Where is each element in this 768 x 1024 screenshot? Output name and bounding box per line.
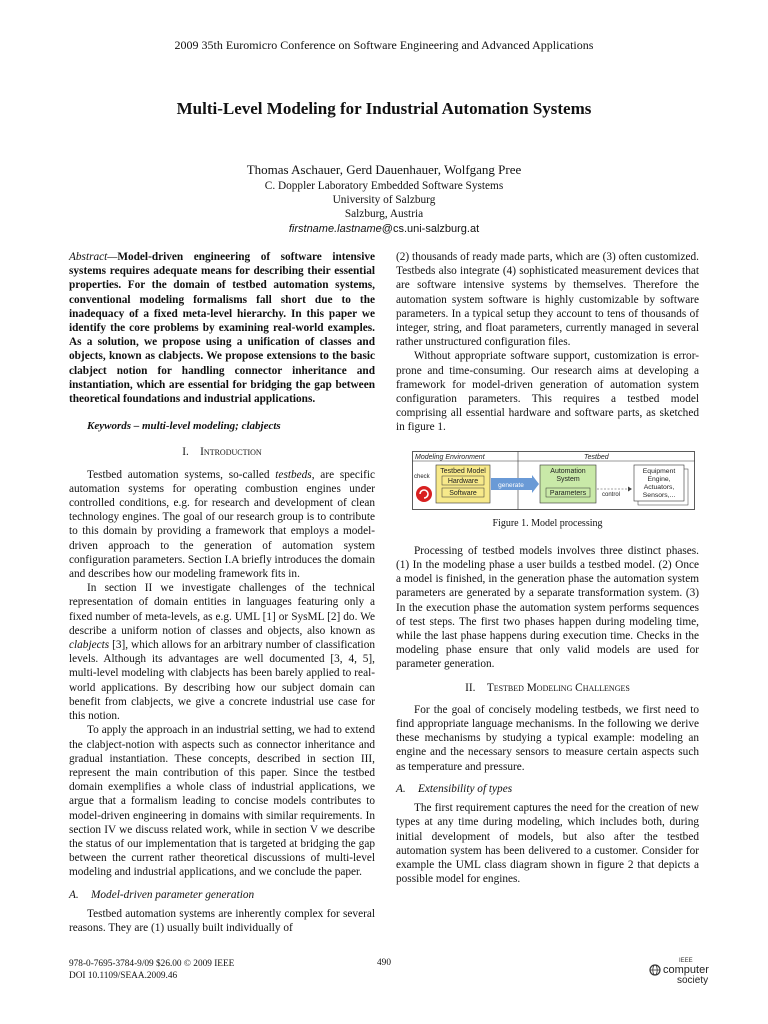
text-run: , are specific automation systems for operating combustion engines under controlled conditions, e.g. for research and development of clean technology engines. The goal of our research group is to contribute to this domain by providing a framework that employs a model-driven approach to the generation of automation system configuration parameters. Section I.A briefly introduces the domain and describes how our modeling framework fits in. — [69, 468, 375, 581]
actuators-label: Actuators, — [643, 483, 675, 491]
footer-isbn: 978-0-7695-3784-9/09 $26.00 © 2009 IEEE — [69, 959, 235, 969]
ieee-computer-society-logo — [647, 953, 717, 989]
paragraph: To apply the approach in an industrial setting, we had to extend the clabject-notion with aspects such as connector inheritance and gradual instantiation. These concepts, described in section III, represent the main contribution of this paper. Since the testbed domain exemplifies a whole class of industrial applications, we argue that a formalism leading to concise models contributes to model-driven engineering in domains with similar requirements. In section IV we discuss related work, while in section V we describe the status of our implementation that is targeted at bridging the gap between the current rather theoretical discussions of multi-level modeling and industrial applications, and we conclude the paper. — [69, 724, 375, 879]
engine-label: Engine, — [647, 475, 671, 483]
check-icon — [416, 486, 432, 502]
figure-model-processing — [412, 451, 695, 511]
subsection-title: Model-driven parameter generation — [91, 888, 255, 901]
ieee-logo-graphic — [647, 953, 717, 989]
author-email — [0, 223, 768, 235]
affiliation-city: Salzburg, Austria — [344, 208, 424, 220]
page-number: 490 — [377, 958, 391, 968]
modeling-environment-label: Modeling Environment — [415, 453, 485, 461]
emphasis: testbeds — [275, 468, 312, 481]
text-run: [3], which allows for an arbitrary number of classification levels. Although its advantages are well documented [3, 4, 5], multi-level modeling with clabjects has been barely applied to real-world applications. By describing how our subject domain can benefit from clabjects, we give a concrete industrial use case for this notion. — [69, 639, 375, 723]
email-domain: @cs.uni-salzburg.at — [381, 223, 480, 235]
subsection-heading-model-driven — [69, 888, 375, 902]
section-heading-challenges — [396, 681, 699, 695]
section-title: Testbed Modeling Challenges — [486, 681, 630, 694]
paragraph: The first requirement captures the need for the creation of new types at any time during modeling, which includes both, during initial development of models, but also after the testbed automation system has been delivered to a customer. Consider for example the UML class diagram shown in figure 2 that depicts a possible model for engines. — [396, 802, 699, 886]
paragraph — [69, 468, 375, 582]
check-label: check — [414, 473, 430, 480]
subsection-heading-extensibility — [396, 782, 699, 796]
paragraph — [69, 581, 375, 723]
email-name: firstname.lastname — [288, 223, 382, 235]
left-column — [69, 250, 375, 935]
authors: Thomas Aschauer, Gerd Dauenhauer, Wolfgang Pree — [246, 162, 522, 177]
equipment-label: Equipment — [642, 467, 676, 475]
paragraph: Without appropriate software support, customization is error-prone and time-consuming. Our research aims at developing a framework for model-driven generation of automation system configuration parameters. This requires a testbed model comprising all essential hardware and software parts, as sketched in figure 1. — [396, 350, 699, 434]
footer-doi: DOI 10.1109/SEAA.2009.46 — [69, 971, 178, 981]
abstract — [69, 250, 375, 406]
affiliation-university: University of Salzburg — [332, 194, 436, 206]
abstract-lead: Abstract— — [69, 251, 118, 263]
subsection-letter: A. — [396, 782, 406, 795]
figure-caption: Figure 1. Model processing — [492, 517, 603, 529]
section-heading-introduction — [69, 445, 375, 459]
logo-computer-text: computer — [663, 964, 709, 976]
figure-diagram — [412, 451, 695, 511]
section-number: II. — [465, 681, 476, 694]
paragraph: Testbed automation systems are inherently complex for several reasons. They are (1) usually built individually of — [69, 907, 375, 934]
right-column — [396, 250, 699, 886]
system-label: System — [556, 475, 580, 483]
affiliation-lab: C. Doppler Laboratory Embedded Software Systems — [264, 180, 504, 192]
logo-society-text: society — [677, 975, 709, 986]
subsection-letter: A. — [69, 888, 79, 901]
paragraph: Processing of testbed models involves three distinct phases. (1) In the modeling phase a user builds a testbed model. (2) Once a model is finished, in the generation phase the automation system parameters are generated by a separate transformation system. (3) In the execution phase the automation system performs sequences of test steps. The first two phases happen during modeling time, while the last phase happens during execution time. Checks in the modeling phase ensure that only valid models are used for parameter generation. — [396, 544, 699, 671]
emphasis: clabjects — [69, 639, 110, 652]
text-run: In section II we investigate challenges of the technical representation of domain entities in languages featuring only a fixed number of meta-levels, as e.g. UML [1] or SysML [2] do. We describe a uniform notion of classes and objects, also known as — [69, 582, 375, 637]
abstract-text: Model-driven engineering of software intensive systems requires adequate means for describing their essential properties. For the domain of testbed automation systems, conventional modeling formalisms fall short due to the inadequacy of a fixed meta-level hierarchy. In this paper we identify the core problems by examining real-world examples. As a solution, we propose using a unification of classes and objects, known as clabjects. We propose extensions to the basic clabject notion for handling connector inheritance and instantiation, which are essential for bridging the gap between theoretical foundations and industrial applications. — [69, 251, 375, 406]
conference-header: 2009 35th Euromicro Conference on Software Engineering and Advanced Applications — [174, 38, 594, 52]
sensors-label: Sensors,... — [642, 491, 676, 499]
testbed-label: Testbed — [584, 453, 609, 461]
paragraph: For the goal of concisely modeling testbeds, we first need to find appropriate language mechanisms. In the following we derive these mechanisms by studying a typical example: modeling an engine and the necessary sensors to measure certain aspects such as temperature and pressure. — [396, 703, 699, 773]
section-number: I. — [182, 446, 189, 459]
testbed-model-label: Testbed Model — [440, 467, 486, 475]
generate-label: generate — [498, 481, 524, 489]
software-label: Software — [449, 489, 477, 497]
paper-title: Multi-Level Modeling for Industrial Automation Systems — [176, 99, 592, 118]
text-run: Testbed automation systems, so-called — [87, 468, 276, 481]
subsection-title: Extensibility of types — [418, 782, 513, 795]
control-label: control — [601, 491, 621, 498]
automation-label: Automation — [550, 467, 586, 475]
keywords: Keywords – multi-level modeling; clabjects — [87, 420, 281, 433]
hardware-label: Hardware — [447, 477, 479, 485]
parameters-label: Parameters — [549, 489, 587, 497]
logo-ieee-text: IEEE — [679, 958, 693, 964]
paragraph: (2) thousands of ready made parts, which are (3) often customized. Testbeds also integrate (4) sophisticated measurement devices that are software intensive systems by themselves. Therefore the automation system software is highly customizable by software parameters. In a typical setup they account to tens of thousands of integer, string, and float parameters, currently managed in several rather unstructured configuration files. — [396, 251, 699, 349]
section-title: Introduction — [200, 446, 262, 459]
